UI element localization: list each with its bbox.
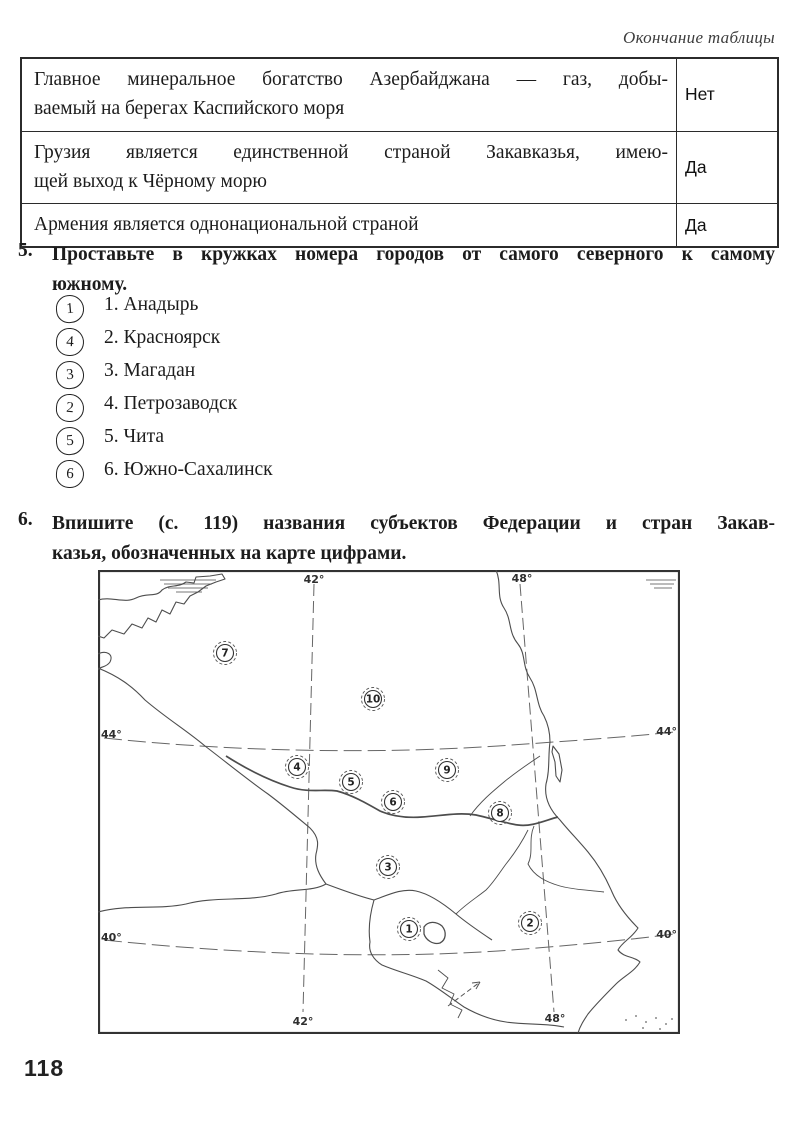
map-marker-4 bbox=[286, 756, 309, 779]
statement-cell bbox=[22, 59, 676, 131]
degree-label: 40° bbox=[101, 931, 122, 944]
degree-label: 42° bbox=[303, 573, 325, 586]
map-svg bbox=[98, 570, 680, 1034]
answer-cell: Да bbox=[676, 132, 777, 204]
statement-line: Армения является однонациональной страной bbox=[34, 214, 419, 235]
degree-label: 48° bbox=[544, 1012, 566, 1025]
svg-text:3: 3 bbox=[384, 861, 392, 874]
border-nakhichevan bbox=[438, 970, 462, 1018]
map-marker-9 bbox=[436, 759, 459, 782]
task-5-line: Проставьте в кружках номера городов от самого северного к самому bbox=[52, 244, 775, 265]
city-label: 1. Анадырь bbox=[104, 294, 199, 315]
statement-line: Главное минеральное богатство Азербайджана — газ, добы- bbox=[34, 69, 668, 90]
task-6-line: казья, обозначенных на карте цифрами. bbox=[52, 543, 407, 565]
degree-label: 40° bbox=[656, 928, 677, 941]
caspian-south-dots bbox=[625, 1015, 673, 1030]
city-label: 3. Магадан bbox=[104, 360, 196, 381]
answer-cell: Нет bbox=[676, 59, 777, 131]
svg-text:9: 9 bbox=[443, 764, 451, 777]
list-item bbox=[52, 391, 552, 424]
border-azerbaijan-dagestan bbox=[528, 826, 604, 892]
list-item bbox=[52, 292, 552, 325]
caspian-north-hatch bbox=[646, 580, 676, 588]
svg-text:6: 6 bbox=[389, 796, 397, 809]
svg-text:8: 8 bbox=[496, 807, 504, 820]
list-item bbox=[52, 424, 552, 457]
task-6-text bbox=[52, 509, 775, 569]
map-marker-2 bbox=[519, 912, 542, 935]
statement-cell bbox=[22, 132, 676, 204]
table-row bbox=[22, 131, 777, 204]
degree-label: 44° bbox=[656, 725, 677, 738]
statements-table bbox=[20, 57, 779, 248]
statement-line: Грузия является единственной страной Закавказья, имею- bbox=[34, 141, 668, 163]
answer-circle: 2 bbox=[55, 393, 85, 423]
table-continuation-caption: Окончание таблицы bbox=[623, 28, 775, 47]
page-number: 118 bbox=[24, 1055, 65, 1081]
map-marker-7 bbox=[214, 642, 237, 665]
coastline-caspian bbox=[496, 570, 640, 1033]
answer-circle: 4 bbox=[55, 327, 85, 357]
list-item bbox=[52, 358, 552, 391]
statement-line: ваемый на берегах Каспийского моря bbox=[34, 98, 345, 120]
degree-label: 42° bbox=[292, 1015, 314, 1028]
answer-cell: Да bbox=[676, 204, 777, 246]
city-label: 4. Петрозаводск bbox=[104, 393, 238, 414]
meridian-42 bbox=[303, 584, 314, 1012]
degree-label: 44° bbox=[101, 728, 122, 741]
svg-text:10: 10 bbox=[365, 693, 381, 706]
svg-text:4: 4 bbox=[293, 761, 301, 774]
list-item bbox=[52, 457, 552, 490]
map-marker-10 bbox=[362, 688, 385, 711]
map-markers bbox=[214, 642, 542, 941]
cities-list bbox=[52, 292, 552, 490]
map-marker-3 bbox=[377, 856, 400, 879]
svg-text:1: 1 bbox=[405, 923, 413, 936]
parallel-44 bbox=[104, 732, 674, 751]
answer-circle: 6 bbox=[55, 459, 85, 489]
task-6-number: 6. bbox=[18, 509, 33, 530]
list-item bbox=[52, 325, 552, 358]
city-label: 5. Чита bbox=[104, 426, 165, 447]
city-label: 2. Красноярск bbox=[104, 327, 221, 348]
task-5-number: 5. bbox=[18, 240, 33, 261]
coastline-black-sea bbox=[98, 668, 326, 912]
city-label: 6. Южно-Сахалинск bbox=[104, 459, 273, 480]
answer-circle: 3 bbox=[55, 360, 85, 390]
answer-circle: 1 bbox=[55, 294, 85, 324]
map-marker-8 bbox=[489, 802, 512, 825]
map-marker-5 bbox=[340, 771, 363, 794]
map-marker-1 bbox=[398, 918, 421, 941]
caucasus-map bbox=[98, 570, 680, 1034]
border-georgia-azerbaijan bbox=[456, 830, 528, 914]
caspian-spit bbox=[552, 746, 562, 782]
task-5-line: южному. bbox=[52, 274, 128, 296]
svg-text:5: 5 bbox=[347, 776, 355, 789]
river-arrow bbox=[448, 982, 480, 1006]
table-row bbox=[22, 59, 777, 131]
svg-text:2: 2 bbox=[526, 917, 534, 930]
statement-line: щей выход к Чёрному морю bbox=[34, 170, 267, 192]
lake-sevan bbox=[424, 922, 445, 943]
degree-label: 48° bbox=[511, 572, 533, 585]
map-marker-6 bbox=[382, 791, 405, 814]
task-6-line: Впишите (с. 119) названия субъектов Федерации и стран Закав- bbox=[52, 513, 775, 534]
answer-circle: 5 bbox=[55, 426, 85, 456]
parallel-40 bbox=[104, 934, 674, 955]
svg-text:7: 7 bbox=[221, 647, 229, 660]
